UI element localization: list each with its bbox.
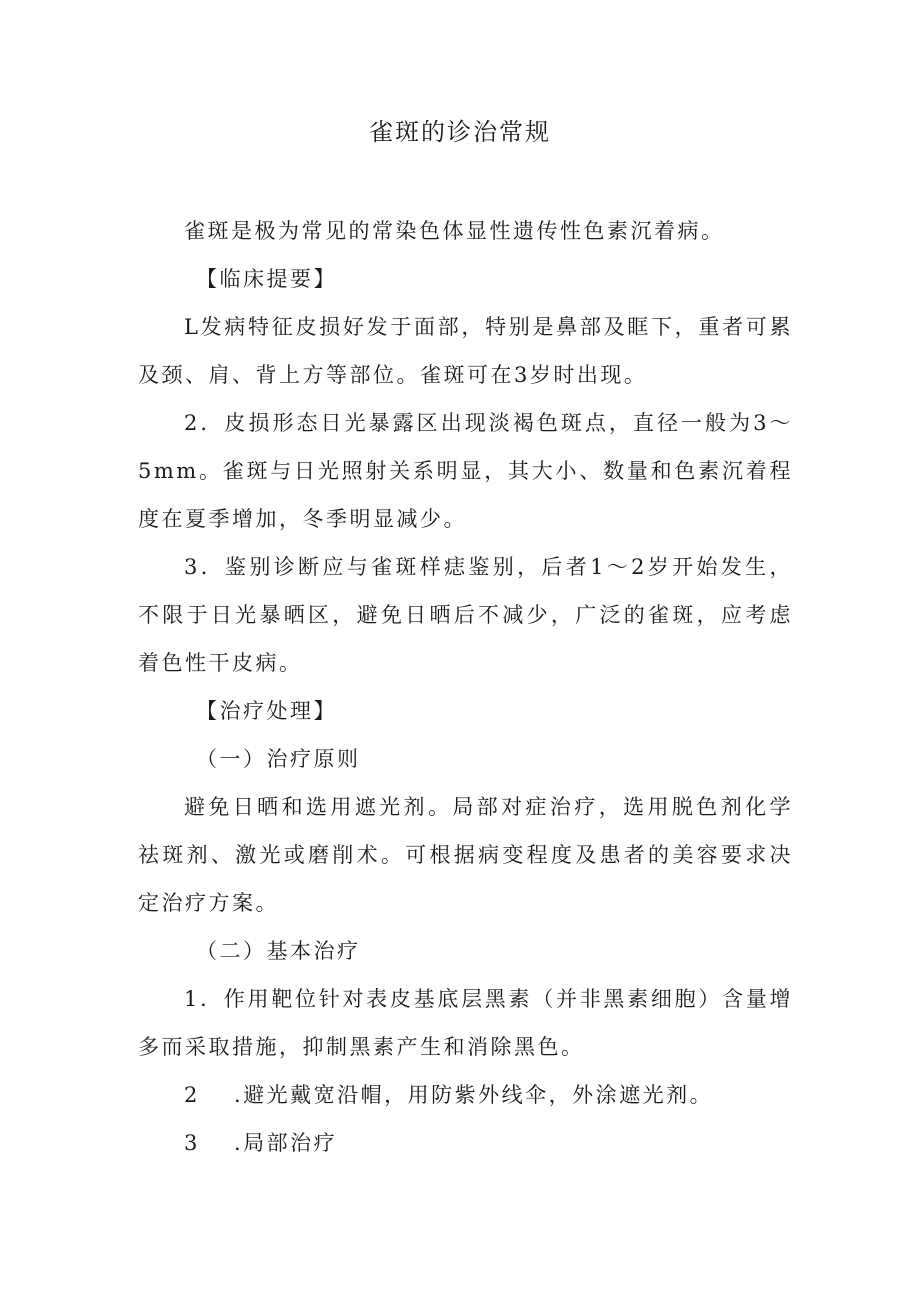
basic-item-1: 1．作用靶位针对表皮基底层黑素（并非黑素细胞）含量增多而采取措施，抑制黑素产生和消除黑色。 (138, 987, 793, 1059)
intro-paragraph: 雀斑是极为常见的常染色体显性遗传性色素沉着病。 (184, 219, 725, 243)
principles-paragraph: 避免日晒和选用遮光剂。局部对症治疗，选用脱色剂化学祛斑剂、激光或磨削术。可根据病变程度及患者的美容要求决定治疗方案。 (138, 795, 793, 915)
basic-item-3 (138, 1119, 793, 1167)
basic-item-2-number: 2 (184, 1083, 200, 1107)
basic-item-3-text: .局部治疗 (234, 1131, 338, 1155)
clinical-item-3: 3．鉴别诊断应与雀斑样痣鉴别，后者1～2岁开始发生，不限于日光暴晒区，避免日晒后不减少，广泛的雀斑，应考虑着色性干皮病。 (138, 555, 793, 675)
clinical-item-1: L发病特征皮损好发于面部，特别是鼻部及眶下，重者可累及颈、肩、背上方等部位。雀斑可在3岁时出现。 (138, 315, 793, 387)
basic-item-2-text: .避光戴宽沿帽，用防紫外线伞，外涂遮光剂。 (234, 1083, 714, 1107)
basic-item-2 (138, 1071, 793, 1119)
section-heading-treatment: 【治疗处理】 (196, 699, 337, 723)
clinical-item-2: 2．皮损形态日光暴露区出现淡褐色斑点，直径一般为3～5mm。雀斑与日光照射关系明显，其大小、数量和色素沉着程度在夏季增加，冬季明显减少。 (138, 411, 793, 531)
basic-item-3-number: 3 (184, 1131, 200, 1155)
subsection-heading-basic: （二）基本治疗 (196, 939, 361, 963)
section-heading-clinical: 【临床提要】 (196, 267, 337, 291)
document-title: 雀斑的诊治常规 (369, 118, 551, 146)
subsection-heading-principles: （一）治疗原则 (196, 747, 361, 771)
document-body (138, 207, 793, 1167)
